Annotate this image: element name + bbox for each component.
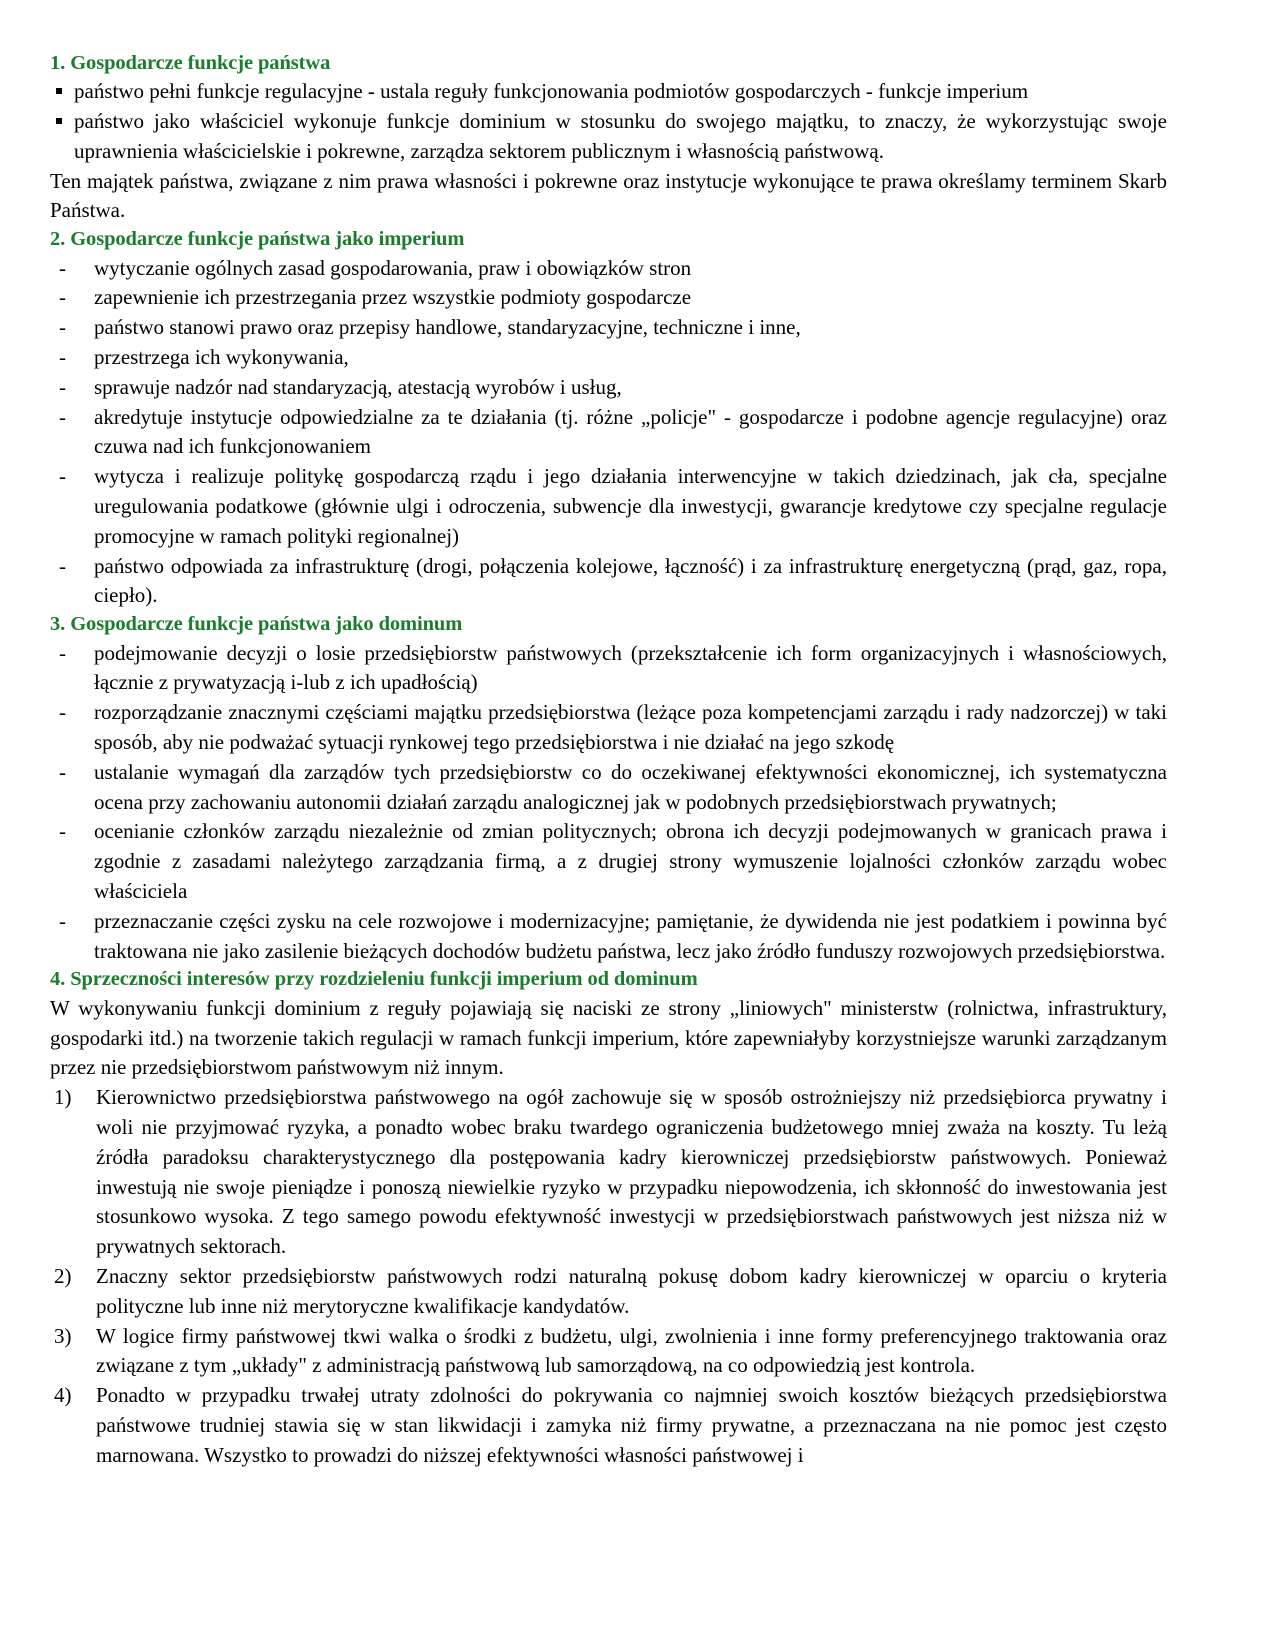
dash-bullet-icon: - — [59, 404, 66, 429]
list-item-text: podejmowanie decyzji o losie przedsiębiorstw państwowych (przekształcenie ich form organizacyjnych i własnościowych, łącznie z prywatyzacją i-lub z ich upadłością) — [94, 640, 1167, 695]
list-item-text: państwo stanowi prawo oraz przepisy handlowe, standaryzacyjne, techniczne i inne, — [94, 315, 801, 340]
section-heading-2: 2. Gospodarcze funkcje państwa jako imperium — [50, 228, 465, 251]
dash-bullet-icon: - — [59, 315, 66, 340]
section-4-paragraph: W wykonywaniu funkcji dominium z reguły pojawiają się naciski ze strony „liniowych" ministerstw (rolnictwa, infrastruktury, gospodarki itd.) na tworzenie takich regulacji w ramach funkcji imperium, które zapewniałyby korzystniejsze warunki zarządzanym przez nie przedsiębiorstwom państwowym niż innym. — [50, 995, 1167, 1080]
list-item-text: wytyczanie ogólnych zasad gospodarowania, praw i obowiązków stron — [94, 255, 692, 280]
list-item-text: państwo jako właściciel wykonuje funkcje dominium w stosunku do swojego majątku, to znaczy, że wykorzystując swoje uprawnienia właścicielskie i pokrewne, zarządza sektorem publicznym i własnością państwową. — [74, 109, 1167, 163]
dash-bullet-icon: - — [59, 285, 66, 310]
list-item-text: ustalanie wymagań dla zarządów tych przedsiębiorstw co do oczekiwanej efektywności ekonomicznej, ich systematyczna ocena przy zachowaniu autonomii działań zarządu analogicznej jak w podobnych przedsiębiorstwach prywatnych; — [94, 759, 1167, 814]
list-item — [50, 283, 1167, 313]
list-item-text: W logice firmy państwowej tkwi walka o środki z budżetu, ulgi, zwolnienia i inne formy preferencyjnego traktowania oraz związane z tym „układy" z administracją państwową lub samorządową, na co odpowiedzią jest kontrola. — [96, 1323, 1167, 1378]
list-item — [50, 698, 1167, 758]
list-item — [50, 817, 1167, 906]
list-number-marker: 4) — [54, 1383, 72, 1408]
list-item-text: rozporządzanie znacznymi częściami majątku przedsiębiorstwa (leżące poza kompetencjami zarządu i rady nadzorczej) w taki sposób, aby nie podważać sytuacji rynkowej tego przedsiębiorstwa i nie działać na jego szkodę — [94, 700, 1167, 754]
list-item — [50, 552, 1167, 612]
dash-bullet-icon: - — [59, 908, 66, 933]
section-heading-4: 4. Sprzeczności interesów przy rozdzieleniu funkcji imperium od dominum — [50, 968, 698, 991]
list-item-text: wytycza i realizuje politykę gospodarczą rządu i jego działania interwencyjne w takich dziedzinach, jak cła, specjalne uregulowania podatkowe (głównie ulgi i odroczenia, subwencje dla inwestycji, gwarancje kredytowe czy specjalne regulacje promocyjne w ramach polityki regionalnej) — [94, 464, 1167, 548]
list-item-text: państwo pełni funkcje regulacyjne - ustala reguły funkcjonowania podmiotów gospodarczych - funkcje imperium — [74, 79, 1029, 104]
section-heading-1: 1. Gospodarcze funkcje państwa — [50, 52, 331, 74]
list-number-marker: 3) — [54, 1323, 72, 1348]
list-item-text: Kierownictwo przedsiębiorstwa państwowego na ogół zachowuje się w sposób ostrożniejszy niż przedsiębiorca prywatny i woli nie przyjmować ryzyka, a ponadto wobec braku twardego ograniczenia budżetowego mniej zważa na koszty. Tu leżą źródła paradoksu charakterystycznego dla postępowania kadry kierowniczej przedsiębiorstw państwowych. Ponieważ inwestują nie swoje pieniądze i ponoszą niewielkie ryzyko w przypadku niepowodzenia, ich skłonność do inwestowania jest stosunkowo wysoka. Z tego samego powodu efektywność inwestycji w przedsiębiorstwach państwowych jest niższa niż w prywatnych sektorach. — [96, 1085, 1167, 1259]
dash-bullet-icon: - — [59, 759, 66, 784]
document-body — [50, 50, 1167, 1471]
list-item — [50, 107, 1167, 167]
dash-bullet-icon: - — [59, 700, 66, 725]
list-item-text: przeznaczanie części zysku na cele rozwojowe i modernizacyjne; pamiętanie, że dywidenda nie jest podatkiem i powinna być traktowana nie jako zasilenie bieżących dochodów budżetu państwa, lecz jako źródło funduszy rozwojowych przedsiębiorstwa. — [94, 908, 1167, 963]
list-item — [50, 254, 1167, 284]
list-item-text: Ponadto w przypadku trwałej utraty zdolności do pokrywania co najmniej swoich kosztów bieżących przedsiębiorstwa państwowe trudniej stawia się w stan likwidacji i zamyka niż firmy prywatne, a przeznaczana na nie pomoc jest często marnowana. Wszystko to prowadzi do niższej efektywności własności państwowej i — [96, 1383, 1167, 1467]
dash-bullet-icon: - — [59, 374, 66, 399]
dash-bullet-icon: - — [59, 640, 66, 665]
list-item — [50, 639, 1167, 699]
list-item — [50, 343, 1167, 373]
list-number-marker: 2) — [54, 1264, 72, 1288]
list-item-text: przestrzega ich wykonywania, — [94, 344, 349, 369]
dash-bullet-icon: - — [59, 255, 66, 280]
dash-bullet-icon: - — [59, 464, 66, 489]
dash-bullet-icon: - — [59, 819, 66, 844]
list-item-text: zapewnienie ich przestrzegania przez wszystkie podmioty gospodarcze — [94, 285, 692, 310]
list-item-text: akredytuje instytucje odpowiedzialne za te działania (tj. różne „policje" - gospodarcze i podobne agencje regulacyjne) oraz czuwa nad ich funkcjonowaniem — [94, 404, 1167, 459]
section-heading-3: 3. Gospodarcze funkcje państwa jako dominum — [50, 613, 463, 636]
section-1-paragraph: Ten majątek państwa, związane z nim prawa własności i pokrewne oraz instytucje wykonujące te prawa określamy terminem Skarb Państwa. — [50, 168, 1167, 223]
list-item-text: Znaczny sektor przedsiębiorstw państwowych rodzi naturalną pokusę dobom kadry kierowniczej w oparciu o kryteria polityczne lub inne niż merytoryczne kwalifikacje kandydatów. — [96, 1264, 1167, 1318]
list-item — [50, 1322, 1167, 1382]
section-4-numbered-list — [50, 1083, 1167, 1471]
dash-bullet-icon: - — [59, 344, 66, 369]
list-item — [50, 77, 1167, 107]
list-item — [50, 403, 1167, 463]
list-item-text: ocenianie członków zarządu niezależnie od zmian politycznych; obrona ich decyzji podejmowanych w granicach prawa i zgodnie z zasadami należytego zarządzania firmą, a z drugiej strony wymuszenie lojalności członków zarządu wobec właściciela — [94, 819, 1167, 904]
list-item — [50, 758, 1167, 818]
list-item — [50, 373, 1167, 403]
square-bullet-icon — [56, 118, 62, 124]
list-number-marker: 1) — [54, 1085, 72, 1110]
list-item — [50, 1083, 1167, 1262]
section-1-bullet-list — [50, 77, 1167, 166]
square-bullet-icon — [56, 88, 62, 94]
list-item — [50, 1262, 1167, 1322]
list-item — [50, 313, 1167, 343]
section-2-dash-list — [50, 254, 1167, 612]
list-item — [50, 1381, 1167, 1470]
list-item — [50, 907, 1167, 967]
section-3-dash-list — [50, 639, 1167, 967]
dash-bullet-icon: - — [59, 553, 66, 578]
list-item-text: sprawuje nadzór nad standaryzacją, atestacją wyrobów i usług, — [94, 374, 622, 399]
list-item-text: państwo odpowiada za infrastrukturę (drogi, połączenia kolejowe, łączność) i za infrastrukturę energetyczną (prąd, gaz, ropa, ciepło). — [94, 553, 1167, 608]
list-item — [50, 462, 1167, 551]
